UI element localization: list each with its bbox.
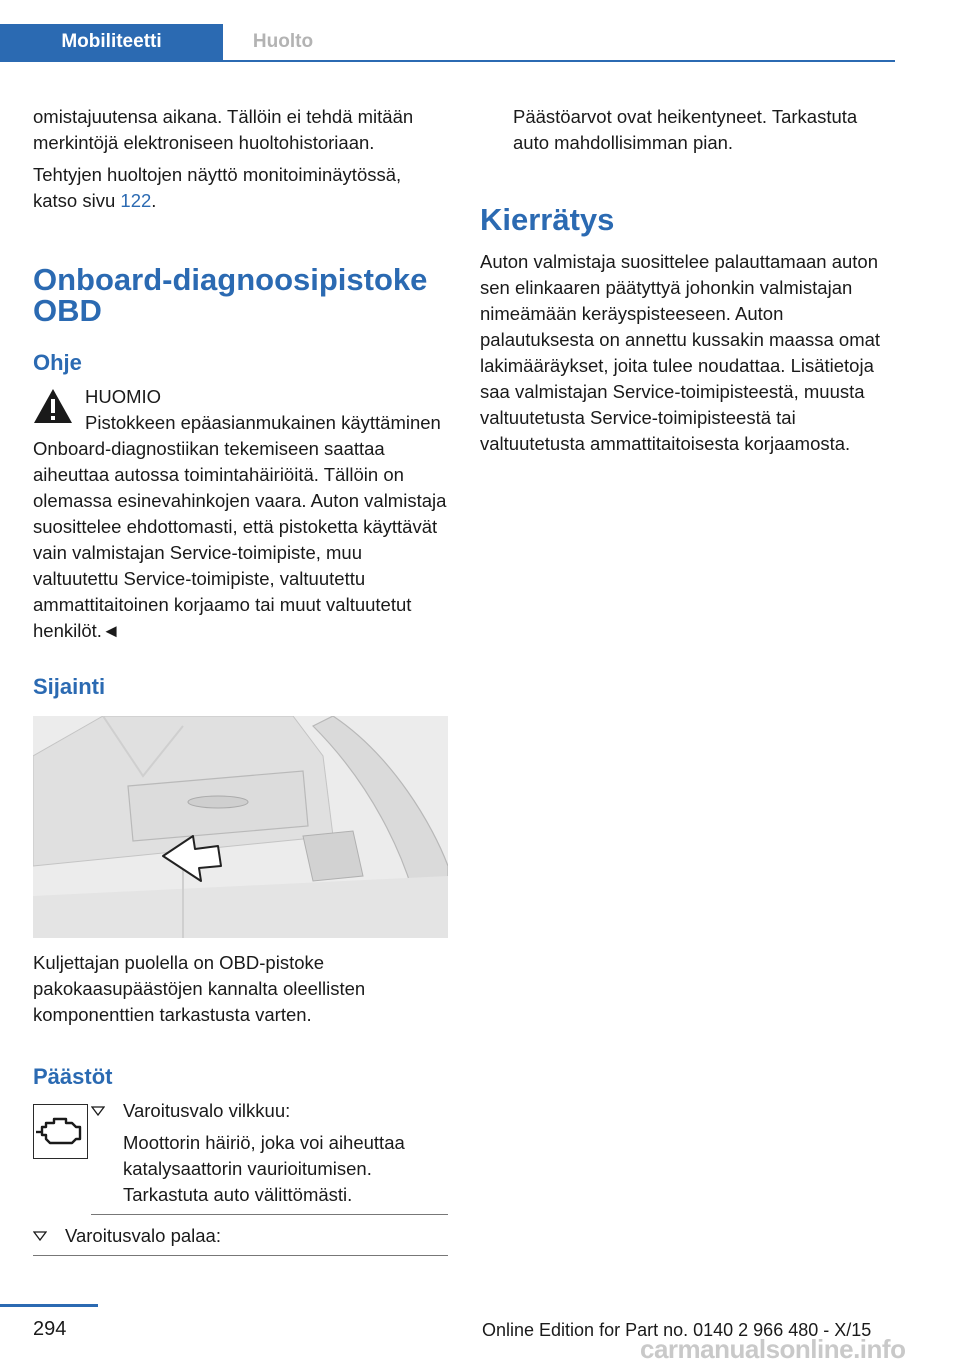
warning-text: Pistokkeen epäasianmukainen käyttäminen Onboard-diagnostiikan tekemiseen saattaa aiheuttaa autossa toimintahäiriöitä. Tällöin on olemassa esinevahinkojen vaara. Auton valmistaja suosittelee ehdottomasti, että pistoketta käyttävät vain valmistajan Service-toimipiste, muu valtuutettu Service-toimipiste, valtuutettu ammattitaitoinen korjaamo tai muut valtuutetut henkilöt.◄ [33, 412, 447, 641]
warning-block [33, 384, 448, 410]
heading-kierratys: Kierrätys [480, 202, 615, 237]
page-link-122[interactable]: 122 [120, 190, 152, 211]
footer-edition: Online Edition for Part no. 0140 2 966 480 - X/15 [482, 1320, 872, 1340]
photo-caption: Kuljettajan puolella on OBD-pistoke pakokaasupäästöjen kannalta oleellisten komponenttien tarkastusta varten. [33, 952, 366, 1025]
bullet-blinking-text: Moottorin häiriö, joka voi aiheuttaa katalysaattorin vaurioitumisen. Tarkastuta auto välittömästi. [123, 1132, 405, 1205]
heading-obd-line1: Onboard-diagnoosipistoke [33, 262, 428, 297]
subheading-ohje: Ohje [33, 350, 82, 375]
service-display-end: . [151, 190, 157, 211]
engine-icon [34, 1105, 86, 1157]
paragraph-ownership: omistajuutensa aikana. Tällöin ei tehdä mitään merkintöjä elektroniseen huoltohistoriaan. [33, 106, 414, 153]
obd-location-photo [33, 716, 448, 938]
heading-obd-line2: OBD [33, 293, 102, 328]
bullet-triangle-icon [33, 1231, 47, 1241]
paragraph-emissions-continued: Päästöarvot ovat heikentyneet. Tarkastuta auto mahdollisimman pian. [513, 106, 858, 153]
watermark: carmanualsonline.info [640, 1334, 906, 1362]
subheading-paastot: Päästöt [33, 1064, 113, 1089]
right-column [480, 104, 895, 457]
header-tabbar [0, 24, 895, 62]
bullet-blinking [91, 1098, 448, 1208]
left-column [33, 104, 448, 1256]
footer-accent-line [0, 1304, 98, 1307]
service-display-text: Tehtyjen huoltojen näyttö monitoiminäytössä, katso sivu [33, 164, 402, 211]
bullet-triangle-icon [91, 1106, 105, 1116]
paragraph-service-display [33, 162, 448, 214]
bullet-steady-title: Varoitusvalo palaa: [65, 1225, 221, 1246]
bullet-divider [91, 1214, 448, 1215]
subheading-sijainti: Sijainti [33, 674, 106, 699]
warning-title: HUOMIO [85, 386, 162, 407]
emission-bullets [33, 1098, 448, 1208]
warning-triangle-icon [33, 388, 73, 424]
engine-warning-light-icon [33, 1104, 88, 1159]
heading-obd [33, 264, 448, 326]
bullet-blinking-title: Varoitusvalo vilkkuu: [123, 1100, 291, 1121]
bullet-divider-bottom [33, 1255, 448, 1256]
bullet-steady [33, 1223, 448, 1249]
obd-location-illustration [33, 716, 448, 938]
header-divider [0, 60, 895, 62]
paragraph-recycling: Auton valmistaja suosittelee palauttamaan auton sen elinkaaren päätyttyä johonkin valmistajan nimeämään keräyspisteeseen. Auton palautuksesta on annettu kussakin maassa omat lakimääräykset, joita tulee noudattaa. Lisätietoja saa valmistajan Service-toimipisteestä, muusta valtuutetusta Service-toimipisteestä tai valtuutetusta ammattitaitoisesta korjaamosta. [480, 251, 881, 454]
page-number: 294 [33, 1318, 67, 1340]
tab-huolto[interactable]: Huolto [252, 31, 314, 52]
tab-mobiliteetti[interactable]: Mobiliteetti [0, 24, 223, 60]
